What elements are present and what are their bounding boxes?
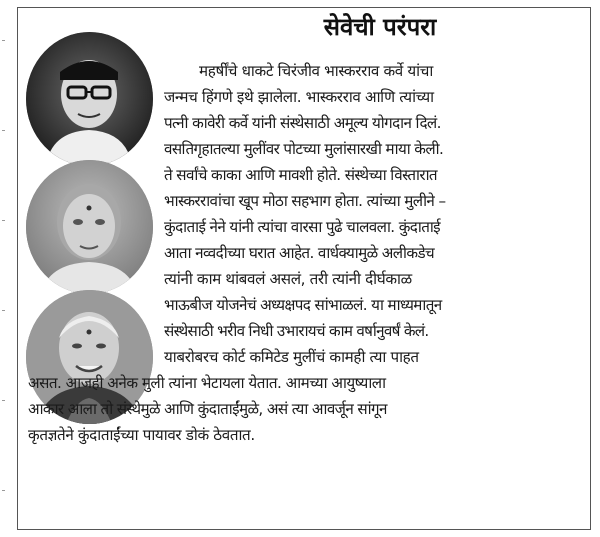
portrait-woman-image bbox=[26, 160, 153, 294]
article-line: ते सर्वांचे काका आणि मावशी होते. संस्थेच्या विस्तारात bbox=[164, 166, 437, 184]
portrait-photo-2 bbox=[26, 160, 153, 294]
article-line: याबरोबरच कोर्ट कमिटेड मुलींचं कामही त्या पाहत bbox=[164, 348, 419, 366]
article-line: त्यांनी काम थांबवलं असलं, तरी त्यांनी दीर्घकाळ bbox=[164, 270, 412, 288]
article-line: कुंदाताई नेने यांनी त्यांचा वारसा पुढे चालवला. कुंदाताई bbox=[164, 218, 441, 236]
article-line: जन्मच हिंगणे इथे झालेला. भास्करराव आणि त्यांच्या bbox=[164, 88, 434, 106]
article-line: कृतज्ञतेने कुंदाताईंच्या पायावर डोकं ठेवतात. bbox=[28, 426, 255, 444]
article-line: महर्षींचे धाकटे चिरंजीव भास्करराव कर्वे यांचा bbox=[199, 62, 433, 80]
edge-mark bbox=[2, 400, 5, 401]
edge-mark bbox=[2, 220, 5, 221]
article-line: भाऊबीज योजनेचं अध्यक्षपद सांभाळलं. या माध्यमातून bbox=[164, 296, 442, 314]
edge-mark bbox=[2, 490, 5, 491]
article-line: वसतिगृहातल्या मुलींवर पोटच्या मुलांसारखी माया केली. bbox=[164, 140, 444, 158]
article-line: पत्नी कावेरी कर्वे यांनी संस्थेसाठी अमूल्य योगदान दिलं. bbox=[164, 114, 441, 132]
article-line: संस्थेसाठी भरीव निधी उभारायचं काम वर्षानुवर्षं केलं. bbox=[164, 322, 429, 340]
portrait-man-image bbox=[26, 32, 153, 166]
article-line: आता नव्वदीच्या घरात आहेत. वार्धक्यामुळे अलीकडेच bbox=[164, 244, 435, 262]
article-line: आकार आला तो संस्थेमुळे आणि कुंदाताईंमुळे, असं त्या आवर्जून सांगून bbox=[28, 400, 387, 418]
article-title: सेवेची परंपरा bbox=[323, 13, 437, 41]
portrait-photo-1 bbox=[26, 32, 153, 166]
edge-mark bbox=[2, 130, 5, 131]
article-line: भास्कररावांचा खूप मोठा सहभाग होता. त्यांच्या मुलीने – bbox=[164, 192, 446, 210]
article-line: असत. आजही अनेक मुली त्यांना भेटायला येतात. आमच्या आयुष्याला bbox=[28, 374, 386, 392]
edge-mark bbox=[2, 310, 5, 311]
edge-mark bbox=[2, 40, 5, 41]
